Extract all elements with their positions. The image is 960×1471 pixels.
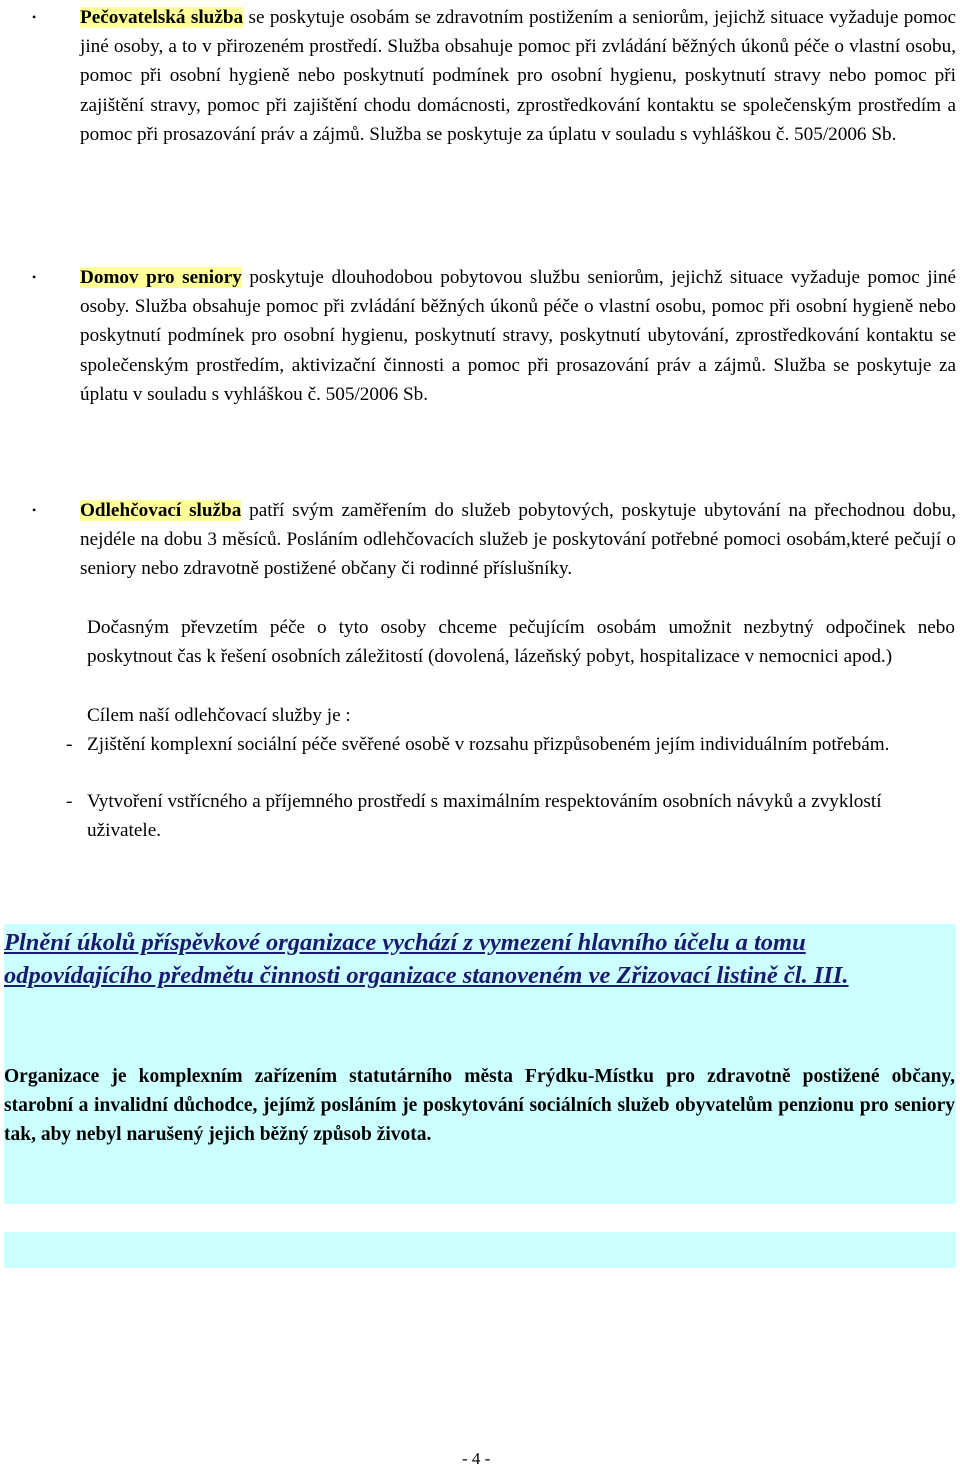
bullet-icon: •	[32, 503, 37, 517]
empty-cyan-band	[4, 1232, 956, 1268]
service-term: Pečovatelská služba	[80, 7, 244, 28]
service-item-pecovatelska	[80, 3, 956, 149]
service-description: poskytuje dlouhodobou pobytovou službu seniorům, jejichž situace vyžaduje pomoc jiné osoby. Služba obsahuje pomoc při zvládání běžných úkonů péče o vlastní osobu, pomoc při osobní hygieně nebo poskytnutí podmínek pro osobní hygienu, poskytnutí stravy, poskytnutí ubytování, zprostředkování kontaktu se společenským prostředím, aktivizační činnosti a pomoc při prosazování práv a zájmů. Služba se poskytuje za úplatu v souladu s vyhláškou č. 505/2006 Sb.	[80, 267, 957, 405]
dash-marker: -	[66, 734, 73, 755]
service-term: Odlehčovací služba	[80, 500, 242, 521]
page-number: - 4 -	[462, 1449, 491, 1468]
service-description: patří svým zaměřením do služeb pobytových, poskytuje ubytování na přechodnou dobu, nejdéle na dobu 3 měsíců. Posláním odlehčovacích služeb je poskytování potřebné pomoci osobám,které pečují o seniory nebo zdravotně postižené občany či rodinné příslušníky.	[80, 500, 956, 580]
service-description: se poskytuje osobám se zdravotním postižením a seniorům, jejichž situace vyžaduje pomoc jiné osoby, a to v přirozeném prostředí. Služba obsahuje pomoc při zvládání běžných úkonů péče o vlastní osobu, pomoc při osobní hygieně nebo poskytnutí podmínek pro osobní hygienu, poskytnutí stravy nebo pomoc při zajištění stravy, pomoc při zajištění chodu domácnosti, zprostředkování kontaktu se společenským prostředím a pomoc při prosazování práv a zájmů. Služba se poskytuje za úplatu v souladu s vyhláškou č. 505/2006 Sb.	[80, 7, 956, 145]
respite-paragraph: Dočasným převzetím péče o tyto osoby chceme pečujícím osobám umožnit nezbytný odpočinek nebo poskytnout čas k řešení osobních záležitostí (dovolená, lázeňský pobyt, hospitalizace v nemocnici apod.)	[87, 617, 955, 668]
goal-item: Vytvoření vstřícného a příjemného prostředí s maximálním respektováním osobních návyků a zvyklostí uživatele.	[87, 791, 882, 842]
bullet-icon: •	[32, 270, 37, 284]
goals-intro: Cílem naší odlehčovací služby je :	[87, 705, 351, 726]
organization-paragraph: Organizace je komplexním zařízením statutárního města Frýdku-Místku pro zdravotně postižené občany, starobní a invalidní důchodce, jejímž posláním je poskytování sociálních služeb obyvatelům penzionu pro seniory tak, aby nebyl narušený jejich běžný způsob života.	[4, 1066, 955, 1145]
section-heading: Plnění úkolů příspěvkové organizace vychází z vymezení hlavního účelu a tomu odpovídajícího předmětu činnosti organizace stanoveném ve Zřizovací listině čl. III.	[4, 929, 849, 989]
service-item-domov	[80, 263, 956, 409]
bullet-icon: •	[32, 10, 37, 24]
goal-item: Zjištění komplexní sociální péče svěřené osobě v rozsahu přizpůsobeném jejím individuálním potřebám.	[87, 734, 890, 755]
dash-marker: -	[66, 791, 73, 812]
service-term: Domov pro seniory	[80, 267, 242, 288]
service-item-odlehcovaci	[80, 496, 956, 584]
